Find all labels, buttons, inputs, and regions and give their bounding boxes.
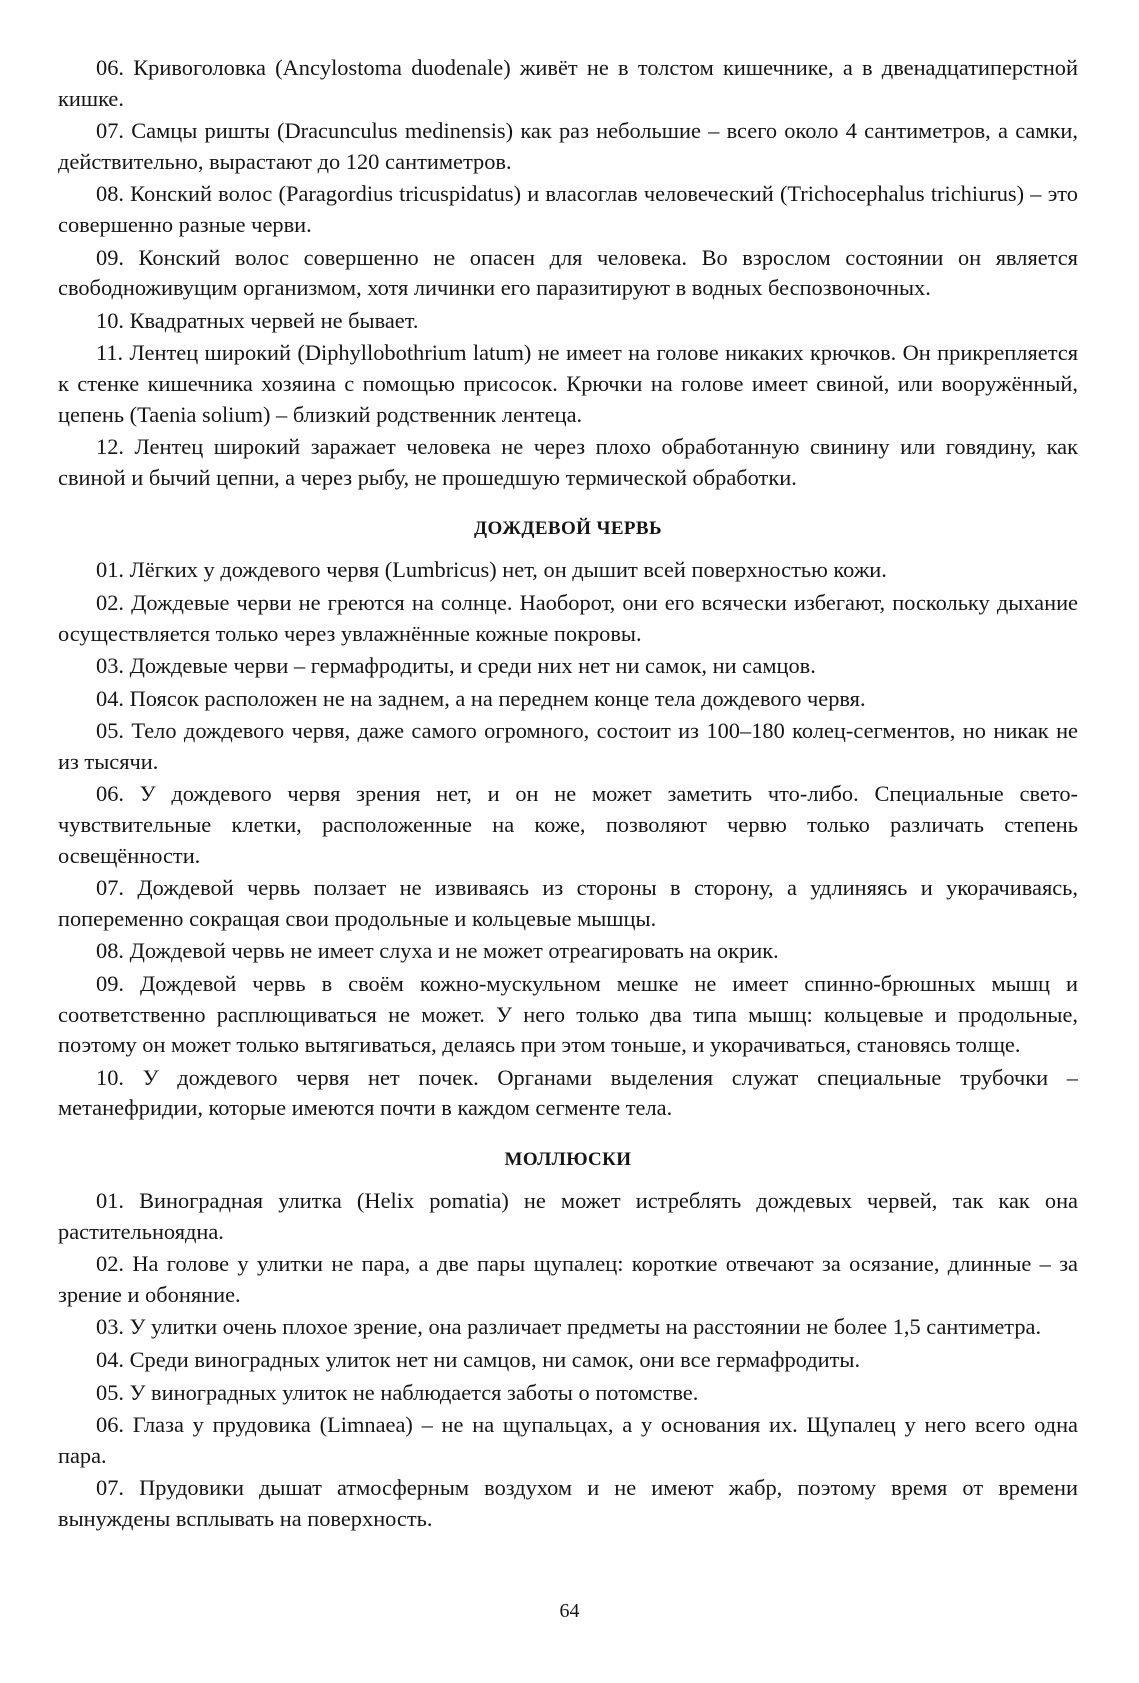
paragraph: 07. Самцы ришты (Dracunculus medinensis) как раз небольшие – всего около 4 сантиметров, а самки, действительно, вырастают до 120 сантиметров. bbox=[58, 118, 1078, 174]
paragraph: 09. Дождевой червь в своём кожно-мускульном мешке не имеет спинно-брюшных мышц и соответственно расплющиваться не может. У него только два типа мышц: кольцевые и продольные, поэтому он может только вытягиваться, делаясь при этом тоньше, и укорачиваться, становясь толще. bbox=[58, 971, 1078, 1058]
paragraph: 04. Среди виноградных улиток нет ни самцов, ни самок, они все гермафродиты. bbox=[96, 1346, 861, 1372]
paragraph: 06. У дождевого червя зрения нет, и он не может заметить что-либо. Специальные светочувствительные клетки, расположенные на коже, позволяют червю только различать степень освещённости. bbox=[58, 781, 1078, 868]
paragraph: 07. Дождевой червь ползает не извиваясь из стороны в сторону, а удлиняясь и укорачиваясь, попеременно сокращая свои продольные и кольцевые мышцы. bbox=[58, 875, 1078, 931]
paragraph: 08. Дождевой червь не имеет слуха и не может отреагировать на окрик. bbox=[96, 938, 779, 964]
paragraph: 05. У виноградных улиток не наблюдается заботы о потомстве. bbox=[96, 1379, 699, 1405]
section-flatworms-roundworms bbox=[58, 53, 1078, 493]
paragraph: 01. Лёгких у дождевого червя (Lumbricus) нет, он дышит всей поверхностью кожи. bbox=[96, 557, 887, 583]
paragraph: 02. На голове у улитки не пара, а две пары щупалец: короткие отвечают за осязание, длинные – за зрение и обоняние. bbox=[58, 1251, 1078, 1307]
paragraph: 12. Лентец широкий заражает человека не через плохо обработанную свинину или говядину, как свиной и бычий цепни, а через рыбу, не прошедшую термической обработки. bbox=[58, 434, 1078, 490]
section-heading: МОЛЛЮСКИ bbox=[504, 1149, 632, 1170]
paragraph: 10. У дождевого червя нет почек. Органами выделения служат специальные трубочки – метанефридии, которые имеются почти в каждом сегменте тела. bbox=[58, 1064, 1078, 1121]
paragraph: 10. Квадратных червей не бывает. bbox=[96, 307, 419, 333]
paragraph: 03. Дождевые черви – гермафродиты, и среди них нет ни самок, ни самцов. bbox=[96, 653, 816, 679]
paragraph: 02. Дождевые черви не греются на солнце. Наоборот, они его всячески избегают, поскольку дыхание осуществляется только через увлажнённые кожные покровы. bbox=[58, 589, 1078, 646]
paragraph: 01. Виноградная улитка (Helix pomatia) не может истреблять дождевых червей, так как она растительноядна. bbox=[58, 1188, 1078, 1244]
section-heading: ДОЖДЕВОЙ ЧЕРВЬ bbox=[474, 518, 662, 540]
paragraph: 05. Тело дождевого червя, даже самого огромного, состоит из 100–180 колец-сегментов, но никак не из тысячи. bbox=[58, 718, 1078, 774]
paragraph: 08. Конский волос (Paragordius tricuspidatus) и власоглав человеческий (Trichocephalus trichiurus) – это совершенно разные черви. bbox=[58, 181, 1078, 237]
paragraph: 06. Кривоголовка (Ancylostoma duodenale) живёт не в толстом кишечнике, а в двенадцатиперстной кишке. bbox=[58, 55, 1078, 111]
paragraph: 03. У улитки очень плохое зрение, она различает предметы на расстоянии не более 1,5 сантиметра. bbox=[96, 1314, 1042, 1340]
paragraph: 09. Конский волос совершенно не опасен для человека. Во взрослом состоянии он является свободноживущим организмом, хотя личинки его паразитируют в водных беспозвоночных. bbox=[58, 244, 1078, 301]
section-earthworm bbox=[58, 516, 1078, 1124]
paragraph: 06. Глаза у прудовика (Limnaea) – не на щупальцах, а у основания их. Щупалец у него всего одна пара. bbox=[58, 1412, 1078, 1468]
section-molluscs bbox=[58, 1147, 1078, 1535]
paragraph: 11. Лентец широкий (Diphyllobothrium latum) не имеет на голове никаких крючков. Он прикрепляется к стенке кишечника хозяина с помощью присосок. Крючки на голове имеет свиной, или вооружённый, цепень (Taenia solium) – близкий родственник лентеца. bbox=[58, 340, 1078, 427]
paragraph: 07. Прудовики дышат атмосферным воздухом и не имеют жабр, поэтому время от времени вынуждены всплывать на поверхность. bbox=[58, 1475, 1078, 1531]
paragraph: 04. Поясок расположен не на заднем, а на переднем конце тела дождевого червя. bbox=[96, 685, 866, 711]
page-content bbox=[58, 53, 1078, 1537]
page-number: 64 bbox=[559, 1600, 580, 1622]
